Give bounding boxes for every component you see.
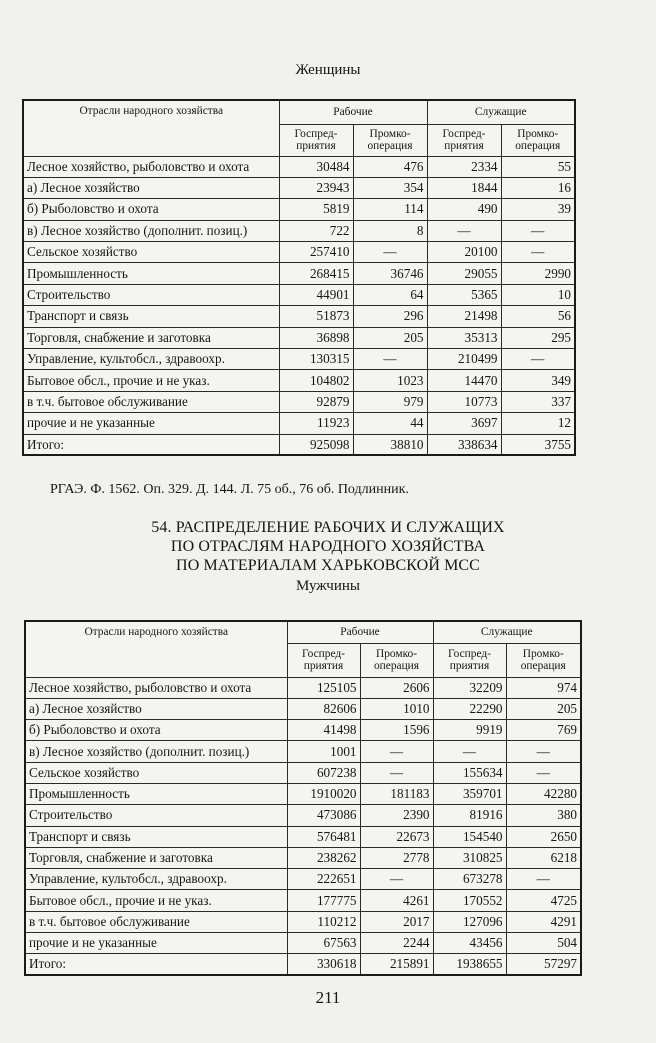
cell-w-prom: —: [360, 762, 433, 783]
cell-w-prom: —: [360, 741, 433, 762]
men-subtitle: Мужчины: [296, 578, 360, 594]
cell-w-prom: 979: [353, 391, 427, 412]
cell-e-gos: 22290: [433, 698, 506, 719]
row-label: Сельское хозяйство: [25, 762, 287, 783]
cell-w-prom: 22673: [360, 826, 433, 847]
cell-e-prom: 3755: [501, 434, 575, 455]
cell-w-prom: —: [360, 869, 433, 890]
cell-e-gos: 170552: [433, 890, 506, 911]
cell-e-prom: 10: [501, 284, 575, 305]
section-heading-line3: ПО МАТЕРИАЛАМ ХАРЬКОВСКОЙ МСС: [176, 557, 480, 574]
table-row: [25, 826, 581, 847]
table-row: [23, 263, 575, 284]
women-header-employees-promko: Промко-операция: [501, 124, 575, 156]
row-label: в) Лесное хозяйство (дополнит. позиц.): [23, 220, 279, 241]
cell-w-gos: 92879: [279, 391, 353, 412]
row-label: а) Лесное хозяйство: [25, 698, 287, 719]
men-header-employees-gospred: Госпред-приятия: [433, 643, 506, 677]
men-header-employees-promko: Промко-операция: [506, 643, 581, 677]
row-label: Итого:: [25, 954, 287, 975]
cell-e-prom: 57297: [506, 954, 581, 975]
cell-e-prom: 295: [501, 327, 575, 348]
men-header-employees: Служащие: [433, 621, 581, 643]
table-row: [25, 933, 581, 954]
section-heading-line2: ПО ОТРАСЛЯМ НАРОДНОГО ХОЗЯЙСТВА: [170, 538, 486, 555]
cell-w-prom: 44: [353, 413, 427, 434]
cell-e-gos: 14470: [427, 370, 501, 391]
men-header-workers-gospred: Госпред-приятия: [287, 643, 360, 677]
row-label: Лесное хозяйство, рыболовство и охота: [25, 677, 287, 698]
cell-w-gos: 257410: [279, 242, 353, 263]
cell-e-prom: 4291: [506, 911, 581, 932]
table-row: [23, 391, 575, 412]
cell-e-prom: 39: [501, 199, 575, 220]
cell-e-gos: —: [433, 741, 506, 762]
cell-e-prom: 56: [501, 306, 575, 327]
table-row: [25, 869, 581, 890]
row-label: Бытовое обсл., прочие и не указ.: [25, 890, 287, 911]
cell-w-prom: —: [353, 349, 427, 370]
cell-w-gos: 222651: [287, 869, 360, 890]
cell-e-gos: 1938655: [433, 954, 506, 975]
women-header-workers: Рабочие: [279, 100, 427, 124]
row-label: Управление, культобсл., здравоохр.: [23, 349, 279, 370]
row-label: в) Лесное хозяйство (дополнит. позиц.): [25, 741, 287, 762]
row-label: Лесное хозяйство, рыболовство и охота: [23, 156, 279, 177]
cell-e-prom: 2650: [506, 826, 581, 847]
cell-w-prom: 2244: [360, 933, 433, 954]
cell-w-gos: 36898: [279, 327, 353, 348]
cell-w-gos: 41498: [287, 720, 360, 741]
cell-w-gos: 268415: [279, 263, 353, 284]
cell-e-prom: 205: [506, 698, 581, 719]
cell-w-prom: 4261: [360, 890, 433, 911]
row-label: Транспорт и связь: [23, 306, 279, 327]
cell-w-gos: 576481: [287, 826, 360, 847]
table-row: [25, 741, 581, 762]
cell-w-gos: 44901: [279, 284, 353, 305]
cell-e-gos: 338634: [427, 434, 501, 455]
table-row: [23, 156, 575, 177]
cell-w-gos: 67563: [287, 933, 360, 954]
row-label: Промышленность: [25, 783, 287, 804]
cell-w-gos: 607238: [287, 762, 360, 783]
women-header-employees-gospred: Госпред-приятия: [427, 124, 501, 156]
section-heading-line1: 54. РАСПРЕДЕЛЕНИЕ РАБОЧИХ И СЛУЖАЩИХ: [151, 519, 505, 536]
cell-e-prom: 380: [506, 805, 581, 826]
cell-w-prom: 1010: [360, 698, 433, 719]
cell-w-prom: 1023: [353, 370, 427, 391]
page-number: 211: [315, 988, 341, 1007]
table-row: [23, 220, 575, 241]
section-heading: [0, 518, 656, 575]
cell-e-gos: 310825: [433, 847, 506, 868]
table-row: [25, 762, 581, 783]
women-header-employees: Служащие: [427, 100, 575, 124]
men-header-workers: Рабочие: [287, 621, 433, 643]
women-table: [22, 99, 576, 456]
cell-w-prom: 296: [353, 306, 427, 327]
table-row: [23, 177, 575, 198]
cell-w-gos: 51873: [279, 306, 353, 327]
cell-e-gos: 210499: [427, 349, 501, 370]
table-row: [23, 242, 575, 263]
cell-w-prom: 215891: [360, 954, 433, 975]
table-row: [23, 327, 575, 348]
row-label: б) Рыболовство и охота: [25, 720, 287, 741]
cell-w-gos: 125105: [287, 677, 360, 698]
men-header-workers-promko: Промко-операция: [360, 643, 433, 677]
row-label: прочие и не указанные: [25, 933, 287, 954]
cell-e-prom: 349: [501, 370, 575, 391]
cell-w-prom: 2778: [360, 847, 433, 868]
cell-e-gos: 154540: [433, 826, 506, 847]
cell-w-prom: 1596: [360, 720, 433, 741]
cell-e-gos: 1844: [427, 177, 501, 198]
cell-w-gos: 82606: [287, 698, 360, 719]
row-label: Торговля, снабжение и заготовка: [23, 327, 279, 348]
cell-e-prom: 4725: [506, 890, 581, 911]
cell-w-prom: 64: [353, 284, 427, 305]
cell-e-gos: 81916: [433, 805, 506, 826]
table-row: [23, 413, 575, 434]
row-label: прочие и не указанные: [23, 413, 279, 434]
cell-e-prom: —: [501, 349, 575, 370]
cell-w-gos: 722: [279, 220, 353, 241]
row-label: Сельское хозяйство: [23, 242, 279, 263]
cell-w-gos: 110212: [287, 911, 360, 932]
row-label: Управление, культобсл., здравоохр.: [25, 869, 287, 890]
women-subtitle: Женщины: [295, 62, 361, 78]
table-row: [25, 890, 581, 911]
table-row: [23, 349, 575, 370]
cell-w-gos: 177775: [287, 890, 360, 911]
cell-e-prom: 769: [506, 720, 581, 741]
cell-e-prom: —: [506, 762, 581, 783]
cell-e-gos: 20100: [427, 242, 501, 263]
cell-w-gos: 473086: [287, 805, 360, 826]
table-row: [23, 199, 575, 220]
cell-e-prom: 16: [501, 177, 575, 198]
cell-e-gos: 35313: [427, 327, 501, 348]
cell-e-gos: 3697: [427, 413, 501, 434]
women-header-workers-promko: Промко-операция: [353, 124, 427, 156]
row-label: а) Лесное хозяйство: [23, 177, 279, 198]
cell-e-gos: 32209: [433, 677, 506, 698]
cell-e-gos: —: [427, 220, 501, 241]
cell-w-gos: 104802: [279, 370, 353, 391]
cell-e-gos: 9919: [433, 720, 506, 741]
cell-e-prom: 42280: [506, 783, 581, 804]
row-label: в т.ч. бытовое обслуживание: [23, 391, 279, 412]
cell-e-prom: —: [506, 869, 581, 890]
table-row: [23, 370, 575, 391]
cell-w-prom: 38810: [353, 434, 427, 455]
cell-e-gos: 673278: [433, 869, 506, 890]
women-header-workers-gospred: Госпред-приятия: [279, 124, 353, 156]
cell-e-prom: 55: [501, 156, 575, 177]
cell-e-gos: 10773: [427, 391, 501, 412]
cell-w-prom: 8: [353, 220, 427, 241]
men-header-branches: Отрасли народного хозяйства: [25, 621, 287, 677]
women-header-branches: Отрасли народного хозяйства: [23, 100, 279, 156]
row-label: Промышленность: [23, 263, 279, 284]
cell-e-gos: 490: [427, 199, 501, 220]
table-row: [25, 720, 581, 741]
cell-w-prom: 476: [353, 156, 427, 177]
cell-w-gos: 130315: [279, 349, 353, 370]
cell-w-prom: —: [353, 242, 427, 263]
cell-w-gos: 925098: [279, 434, 353, 455]
table-row: [25, 954, 581, 975]
cell-e-gos: 2334: [427, 156, 501, 177]
cell-e-gos: 127096: [433, 911, 506, 932]
cell-e-gos: 5365: [427, 284, 501, 305]
cell-w-prom: 2390: [360, 805, 433, 826]
table-row: [25, 847, 581, 868]
table-row: [23, 284, 575, 305]
cell-e-gos: 359701: [433, 783, 506, 804]
cell-w-prom: 114: [353, 199, 427, 220]
cell-e-prom: 504: [506, 933, 581, 954]
cell-e-prom: —: [501, 220, 575, 241]
cell-w-prom: 2017: [360, 911, 433, 932]
table-row: [25, 783, 581, 804]
row-label: в т.ч. бытовое обслуживание: [25, 911, 287, 932]
cell-e-prom: —: [501, 242, 575, 263]
cell-e-gos: 21498: [427, 306, 501, 327]
cell-e-gos: 29055: [427, 263, 501, 284]
row-label: Строительство: [25, 805, 287, 826]
cell-w-prom: 2606: [360, 677, 433, 698]
cell-e-prom: —: [506, 741, 581, 762]
table-row: [25, 677, 581, 698]
table-row: [25, 698, 581, 719]
row-label: Транспорт и связь: [25, 826, 287, 847]
cell-w-gos: 5819: [279, 199, 353, 220]
cell-w-prom: 36746: [353, 263, 427, 284]
row-label: б) Рыболовство и охота: [23, 199, 279, 220]
table-row: [23, 306, 575, 327]
cell-w-gos: 11923: [279, 413, 353, 434]
cell-e-prom: 6218: [506, 847, 581, 868]
cell-e-prom: 974: [506, 677, 581, 698]
cell-w-gos: 330618: [287, 954, 360, 975]
cell-e-prom: 12: [501, 413, 575, 434]
cell-w-gos: 238262: [287, 847, 360, 868]
table-row: [25, 911, 581, 932]
cell-w-gos: 23943: [279, 177, 353, 198]
cell-w-gos: 1910020: [287, 783, 360, 804]
source-note: РГАЭ. Ф. 1562. Оп. 329. Д. 144. Л. 75 об., 76 об. Подлинник.: [50, 482, 409, 497]
table-row: [25, 805, 581, 826]
row-label: Бытовое обсл., прочие и не указ.: [23, 370, 279, 391]
row-label: Итого:: [23, 434, 279, 455]
men-table: [24, 620, 582, 976]
cell-e-prom: 337: [501, 391, 575, 412]
cell-e-gos: 155634: [433, 762, 506, 783]
cell-e-gos: 43456: [433, 933, 506, 954]
cell-w-prom: 181183: [360, 783, 433, 804]
cell-e-prom: 2990: [501, 263, 575, 284]
row-label: Строительство: [23, 284, 279, 305]
table-row: [23, 434, 575, 455]
cell-w-prom: 205: [353, 327, 427, 348]
row-label: Торговля, снабжение и заготовка: [25, 847, 287, 868]
cell-w-gos: 1001: [287, 741, 360, 762]
cell-w-gos: 30484: [279, 156, 353, 177]
cell-w-prom: 354: [353, 177, 427, 198]
